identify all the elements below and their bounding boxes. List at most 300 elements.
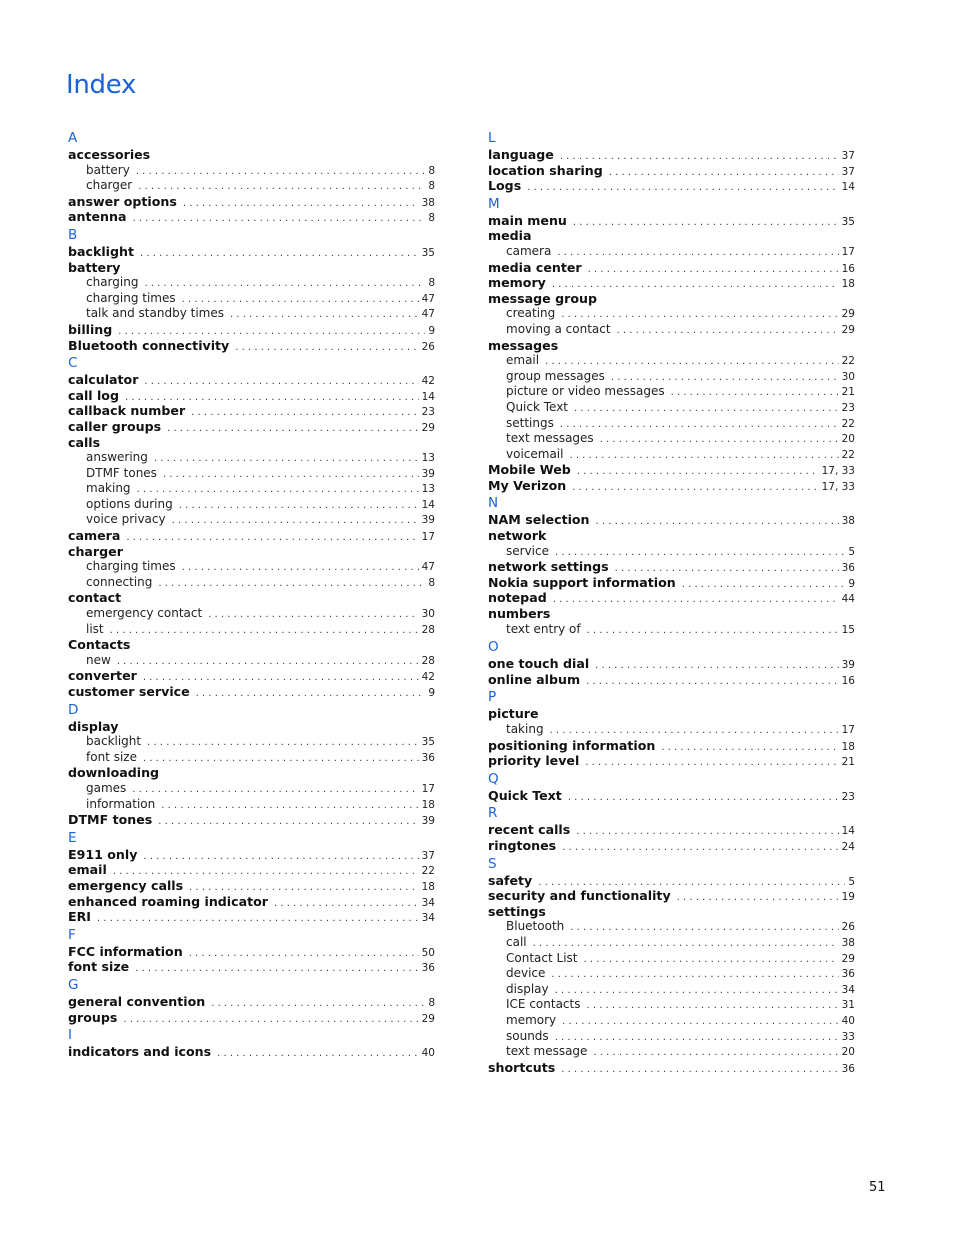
index-page-ref: 36 [421, 751, 435, 764]
index-term: calculator [68, 372, 139, 388]
dot-leader [167, 421, 419, 437]
index-term: accessories [68, 147, 151, 162]
dot-leader [572, 480, 818, 496]
index-page-ref: 8 [428, 212, 435, 225]
dot-leader [527, 180, 838, 196]
index-term: network [488, 528, 547, 544]
index-subentry [488, 244, 855, 260]
index-column-left [68, 128, 435, 1060]
index-page-ref: 30 [841, 370, 855, 383]
index-page-ref: 18 [421, 798, 435, 811]
index-page-ref: 21 [841, 386, 855, 399]
index-page-ref: 38 [841, 515, 855, 528]
index-term: camera [68, 528, 121, 544]
dot-leader [611, 370, 839, 386]
index-letter-r: R [488, 805, 498, 822]
index-term: online album [488, 671, 581, 687]
index-subentry [68, 781, 435, 797]
index-subentry [68, 466, 435, 482]
index-term: games [86, 780, 127, 795]
index-page-ref: 5 [848, 545, 855, 558]
index-subentry [488, 1044, 855, 1060]
dot-leader [550, 723, 839, 739]
index-entry [68, 812, 435, 828]
index-term: display [506, 981, 549, 996]
dot-leader [555, 1030, 839, 1046]
index-term: information [86, 796, 156, 811]
index-term: moving a contact [506, 321, 611, 336]
index-letter-d: D [68, 701, 79, 718]
index-entry [488, 738, 855, 754]
index-term: media center [488, 259, 582, 275]
index-entry [68, 372, 435, 388]
page-title: Index [66, 70, 137, 100]
index-subentry [488, 416, 855, 432]
dot-leader [593, 1045, 838, 1061]
index-page-ref: 36 [841, 1062, 855, 1075]
index-term: answering [86, 450, 148, 465]
dot-leader [110, 623, 419, 639]
index-entry [68, 403, 435, 419]
index-entry [68, 528, 435, 544]
index-entry [68, 1044, 435, 1060]
dot-leader [533, 936, 839, 952]
index-column-right [488, 128, 855, 1075]
dot-leader [562, 840, 838, 856]
dot-leader [132, 782, 418, 798]
index-entry [488, 528, 855, 544]
index-letter-l: L [488, 130, 496, 146]
index-subentry [68, 291, 435, 307]
index-page-ref: 47 [421, 561, 435, 574]
index-letter-b: B [68, 226, 78, 243]
dot-leader [189, 946, 419, 962]
index-term: billing [68, 321, 113, 337]
index-page-ref: 47 [421, 308, 435, 321]
dot-leader [132, 211, 425, 227]
index-page-ref: 19 [841, 891, 855, 904]
index-term: Nokia support information [488, 574, 676, 590]
index-page-ref: 35 [421, 246, 435, 259]
dot-leader [274, 896, 419, 912]
index-term: battery [86, 162, 130, 177]
dot-leader [144, 276, 425, 292]
dot-leader [230, 307, 419, 323]
index-page-ref: 28 [421, 623, 435, 636]
index-term: talk and standby times [86, 306, 224, 321]
index-term: general convention [68, 993, 206, 1009]
index-page-ref: 39 [421, 467, 435, 480]
dot-leader [545, 354, 839, 370]
index-term: font size [86, 749, 137, 764]
dot-leader [562, 1014, 838, 1030]
index-page-ref: 8 [428, 180, 435, 193]
index-term: enhanced roaming indicator [68, 893, 268, 909]
index-letter-s: S [488, 855, 497, 872]
dot-leader [557, 245, 838, 261]
index-term: ICE contacts [506, 997, 581, 1012]
index-subentry [68, 497, 435, 513]
index-subentry [488, 982, 855, 998]
dot-leader [137, 482, 419, 498]
dot-leader [671, 385, 839, 401]
index-entry [488, 213, 855, 229]
index-term: new [86, 652, 111, 667]
index-page-ref: 39 [421, 815, 435, 828]
dot-leader [208, 607, 418, 623]
index-page-ref: 35 [421, 736, 435, 749]
index-page-ref: 28 [421, 654, 435, 667]
index-entry [68, 894, 435, 910]
index-page-ref: 30 [421, 608, 435, 621]
index-entry [488, 260, 855, 276]
index-page-ref: 33 [841, 1030, 855, 1043]
dot-leader [235, 340, 418, 356]
index-term: Quick Text [506, 399, 569, 414]
index-entry [488, 163, 855, 179]
index-subentry [68, 750, 435, 766]
index-entry [488, 888, 855, 904]
index-term: media [488, 228, 532, 244]
dot-leader [569, 448, 838, 464]
index-page-ref: 29 [841, 952, 855, 965]
index-term: My Verizon [488, 477, 567, 493]
index-page-ref: 39 [421, 514, 435, 527]
index-subentry [488, 400, 855, 416]
index-subentry [68, 512, 435, 528]
dot-leader [555, 983, 839, 999]
index-entry [488, 873, 855, 889]
index-term: callback number [68, 403, 186, 419]
dot-leader [138, 179, 425, 195]
index-term: Bluetooth connectivity [68, 337, 230, 353]
dot-leader [560, 417, 839, 433]
index-term: calls [68, 434, 101, 450]
dot-leader [577, 464, 819, 480]
index-letter-m: M [488, 195, 500, 212]
index-entry [488, 753, 855, 769]
index-entry [488, 706, 855, 722]
index-subentry [488, 384, 855, 400]
dot-leader [126, 530, 418, 546]
index-subentry [488, 353, 855, 369]
index-letter-f: F [68, 926, 76, 943]
index-entry [488, 575, 855, 591]
index-term: safety [488, 872, 533, 888]
index-term: voice privacy [86, 512, 166, 527]
index-term: DTMF tones [86, 465, 157, 480]
index-subentry [488, 997, 855, 1013]
index-entry [68, 668, 435, 684]
index-entry [68, 944, 435, 960]
index-subentry [68, 653, 435, 669]
index-entry [488, 656, 855, 672]
index-letter-e: E [68, 829, 77, 846]
index-page-ref: 8 [428, 996, 435, 1009]
dot-leader [561, 1062, 838, 1078]
index-subentry [68, 575, 435, 591]
dot-leader [182, 560, 419, 576]
index-term: downloading [68, 765, 160, 781]
index-page-ref: 34 [421, 896, 435, 909]
index-entry [68, 1010, 435, 1026]
index-entry [488, 338, 855, 354]
index-term: contact [68, 590, 122, 606]
index-entry [68, 544, 435, 560]
index-entry [488, 788, 855, 804]
index-term: recent calls [488, 822, 571, 838]
index-subentry [68, 306, 435, 322]
index-page-ref: 17 [421, 531, 435, 544]
index-page-ref: 37 [841, 165, 855, 178]
index-term: Mobile Web [488, 462, 571, 478]
dot-leader [600, 432, 839, 448]
index-term: backlight [86, 734, 142, 749]
index-term: E911 only [68, 846, 138, 862]
index-page-ref: 14 [841, 825, 855, 838]
index-term: caller groups [68, 418, 162, 434]
index-subentry [68, 450, 435, 466]
index-entry [488, 275, 855, 291]
index-page-ref: 17, 33 [821, 465, 855, 478]
index-term: options during [86, 496, 173, 511]
index-entry [488, 512, 855, 528]
index-term: notepad [488, 590, 547, 606]
index-term: Contacts [68, 637, 131, 653]
index-entry [68, 322, 435, 338]
index-entry [68, 419, 435, 435]
index-page-ref: 36 [421, 962, 435, 975]
index-term: memory [488, 275, 546, 291]
dot-leader [154, 451, 419, 467]
index-page-ref: 9 [428, 687, 435, 699]
dot-leader [191, 405, 418, 421]
dot-leader [570, 920, 838, 936]
index-term: making [86, 481, 131, 496]
index-entry [68, 590, 435, 606]
dot-leader [117, 654, 419, 670]
dot-leader [555, 545, 845, 561]
index-term: memory [506, 1012, 557, 1027]
index-page-ref: 29 [421, 421, 435, 434]
index-subentry [68, 797, 435, 813]
dot-leader [551, 967, 838, 983]
index-page-ref: 18 [841, 740, 855, 753]
index-term: creating [506, 306, 556, 321]
index-term: text entry of [506, 621, 581, 636]
index-term: one touch dial [488, 656, 590, 672]
index-term: voicemail [506, 446, 564, 461]
index-subentry [68, 163, 435, 179]
index-term: group messages [506, 368, 605, 383]
index-term: call log [68, 387, 119, 403]
index-term: location sharing [488, 162, 603, 178]
index-entry [488, 672, 855, 688]
index-subentry [488, 369, 855, 385]
index-page-ref: 42 [421, 375, 435, 388]
index-page-ref: 40 [421, 1047, 435, 1060]
index-page-ref: 15 [841, 623, 855, 636]
dot-leader [179, 498, 419, 514]
index-term: service [506, 543, 549, 558]
dot-leader [609, 165, 839, 181]
index-letter-i: I [68, 1027, 72, 1044]
index-term: camera [506, 243, 552, 258]
index-term: security and functionality [488, 888, 671, 904]
index-subentry [68, 559, 435, 575]
dot-leader [677, 890, 839, 906]
index-term: indicators and icons [68, 1044, 212, 1060]
index-page-ref: 16 [841, 262, 855, 275]
index-entry [68, 684, 435, 700]
index-page-ref: 23 [841, 790, 855, 803]
index-subentry [488, 306, 855, 322]
index-term: sounds [506, 1028, 549, 1043]
dot-leader [583, 952, 838, 968]
index-page-ref: 29 [421, 1012, 435, 1025]
dot-leader [595, 658, 838, 674]
dot-leader [617, 323, 839, 339]
index-page-ref: 23 [841, 401, 855, 414]
index-entry [68, 959, 435, 975]
index-page-ref: 29 [841, 323, 855, 336]
index-term: emergency calls [68, 877, 184, 893]
dot-leader [144, 374, 418, 390]
index-page-ref: 8 [428, 164, 435, 177]
index-term: customer service [68, 684, 190, 699]
index-entry [68, 637, 435, 653]
index-term: charging times [86, 559, 176, 574]
index-term: email [68, 862, 107, 878]
index-entry [488, 147, 855, 163]
dot-leader [561, 307, 838, 323]
index-letter-g: G [68, 976, 79, 993]
index-term: NAM selection [488, 512, 590, 528]
index-subentry [488, 722, 855, 738]
index-page-ref: 13 [421, 452, 435, 465]
index-page-ref: 29 [841, 308, 855, 321]
index-entry [68, 194, 435, 210]
index-term: settings [506, 415, 554, 430]
index-term: messages [488, 337, 559, 353]
index-page-ref: 40 [841, 1014, 855, 1027]
index-page-ref: 26 [841, 921, 855, 934]
index-subentry [488, 622, 855, 638]
index-entry [488, 478, 855, 494]
index-page-ref: 21 [841, 756, 855, 769]
index-page-ref: 38 [841, 936, 855, 949]
index-page-ref: 18 [421, 880, 435, 893]
index-letter-n: N [488, 495, 499, 512]
index-subentry [68, 178, 435, 194]
dot-leader [573, 215, 839, 231]
index-term: message group [488, 290, 597, 306]
index-entry [488, 838, 855, 854]
dot-leader [596, 514, 839, 530]
dot-leader [661, 740, 838, 756]
index-term: FCC information [68, 943, 183, 959]
index-page-ref: 38 [421, 196, 435, 209]
index-term: display [68, 718, 119, 734]
index-term: picture [488, 706, 539, 722]
dot-leader [140, 246, 419, 262]
index-term: text messages [506, 431, 594, 446]
index-term: connecting [86, 574, 153, 589]
index-term: text message [506, 1044, 588, 1059]
index-entry [68, 994, 435, 1010]
index-term: taking [506, 722, 544, 736]
index-entry [68, 244, 435, 260]
index-subentry [488, 951, 855, 967]
index-subentry [488, 544, 855, 560]
index-term: charging [86, 275, 139, 290]
index-subentry [488, 935, 855, 951]
index-page-ref: 44 [841, 593, 855, 606]
dot-leader [211, 996, 425, 1012]
index-term: device [506, 966, 546, 981]
index-entry [488, 291, 855, 307]
dot-leader [586, 998, 838, 1014]
dot-leader [586, 674, 839, 690]
index-page-ref: 20 [841, 433, 855, 446]
dot-leader [135, 961, 418, 977]
index-term: shortcuts [488, 1059, 556, 1075]
dot-leader [163, 467, 419, 483]
dot-leader [143, 849, 418, 865]
index-entry [488, 606, 855, 622]
index-letter-q: Q [488, 770, 499, 787]
index-term: ringtones [488, 837, 557, 853]
index-letter-o: O [488, 639, 499, 656]
index-page-ref: 23 [421, 406, 435, 419]
index-entry [488, 1060, 855, 1076]
index-entry [68, 719, 435, 735]
dot-leader [143, 751, 419, 767]
dot-leader [161, 798, 418, 814]
dot-leader [217, 1046, 419, 1062]
index-subentry [68, 481, 435, 497]
index-subentry [488, 1013, 855, 1029]
index-term: battery [68, 259, 121, 275]
index-subentry [68, 606, 435, 622]
index-page-ref: 26 [421, 340, 435, 353]
index-term: priority level [488, 753, 580, 769]
index-subentry [488, 919, 855, 935]
index-page-ref: 20 [841, 1046, 855, 1059]
index-term: Bluetooth [506, 919, 565, 934]
index-letter-a: A [68, 130, 78, 146]
index-term: converter [68, 668, 137, 684]
index-entry [488, 178, 855, 194]
dot-leader [123, 1012, 418, 1028]
index-page-ref: 16 [841, 674, 855, 687]
index-term: positioning information [488, 737, 656, 753]
index-subentry [488, 1029, 855, 1045]
index-letter-c: C [68, 355, 78, 372]
index-entry [488, 228, 855, 244]
index-entry [68, 338, 435, 354]
dot-leader [147, 735, 419, 751]
index-subentry [488, 447, 855, 463]
dot-leader [574, 401, 839, 417]
index-entry [68, 260, 435, 276]
dot-leader [158, 814, 418, 830]
dot-leader [196, 686, 426, 702]
index-page-ref: 50 [421, 946, 435, 959]
index-term: backlight [68, 243, 134, 259]
index-page-ref: 18 [841, 278, 855, 291]
index-page-ref: 34 [421, 912, 435, 925]
